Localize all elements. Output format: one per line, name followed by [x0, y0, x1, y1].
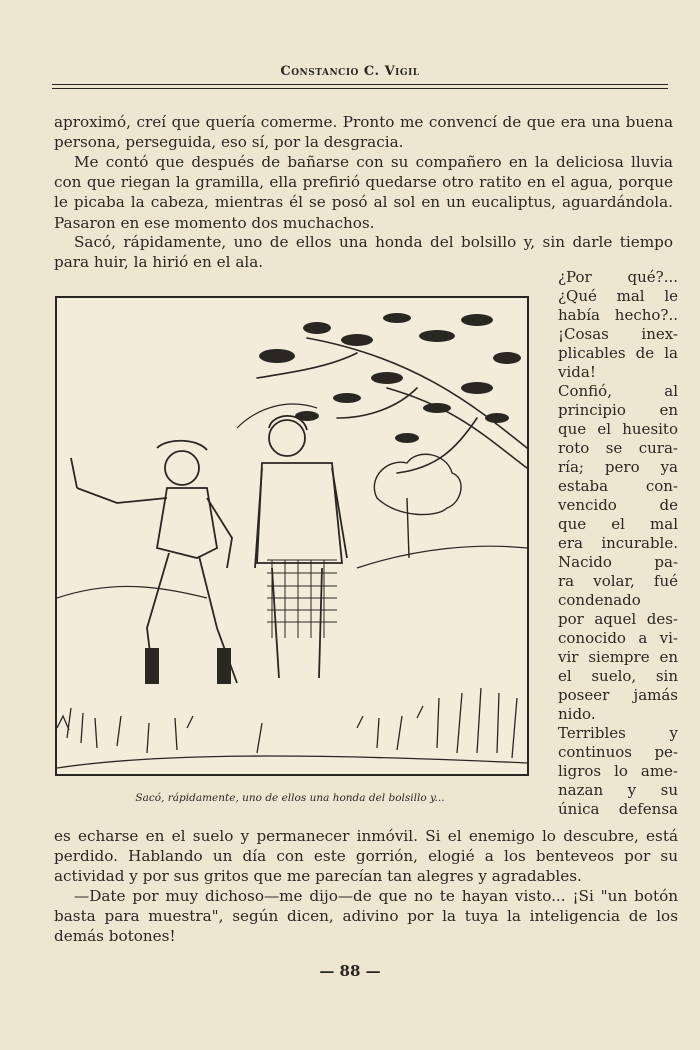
illustration-caption: Sacó, rápidamente, uno de ellos una honda del bolsillo y...	[135, 792, 445, 804]
background-tree	[374, 454, 461, 558]
boy-right	[255, 416, 347, 678]
grass	[57, 688, 527, 768]
bottom-paragraph: es echarse en el suelo y permanecer inmóvil. Si el enemigo lo descubre, está perdido. Hablando un día con este gorrión, elogié a los benteveos por su actividad y por sus gritos que me parecían tan alegres y agradables.	[54, 827, 678, 886]
paragraph-2: Me contó que después de bañarse con su compañero en la deliciosa lluvia con que riegan la gramilla, ella prefirió quedarse otro ratito en el agua, porque le picaba la cabeza, mientras él se posó al sol en un eucaliptus, aguardándola. Pasaron en ese momento dos muchachos.	[54, 153, 673, 232]
dialog-paragraph: —Date por muy dichoso—me dijo—de que no te hayan visto... ¡Si "un botón basta para muestra", según dicen, adivino por la tuya la inteligencia de los demás botones!	[54, 887, 678, 946]
illustration-drawing	[57, 298, 527, 774]
paragraph-1: aproximó, creí que quería comerme. Pronto me convencí de que era una buena persona, perseguida, eso sí, por la desgracia.	[54, 113, 673, 152]
header-rule-thin	[52, 88, 668, 89]
header-rule	[52, 84, 668, 85]
paragraph-3: Sacó, rápidamente, uno de ellos una honda del bolsillo y, sin darle tiempo para huir, la hirió en el ala.	[54, 233, 673, 272]
illustration-two-boys	[55, 296, 529, 776]
running-head: Constancio C. Vigil	[280, 64, 420, 79]
page-number: — 88 —	[319, 962, 381, 980]
boy-right-checkered-shorts	[267, 560, 337, 638]
side-column-text: ¿Por qué?... ¿Qué mal le había hecho?.. ¡Cosas inex- plicables de la vida! Confió, al principio en que el huesito roto se cura- ría; pero ya estaba con- vencido de que el mal era incurable. Nacido pa- ra volar, fué condenado por aquel des- conocido a vi- vir siempre en el suelo, sin poseer jamás nido. Terribles y continuos pe- ligros lo ame- nazan y su única defensa	[558, 268, 678, 818]
boy-left-socks	[145, 648, 231, 684]
boy-left	[71, 441, 237, 683]
